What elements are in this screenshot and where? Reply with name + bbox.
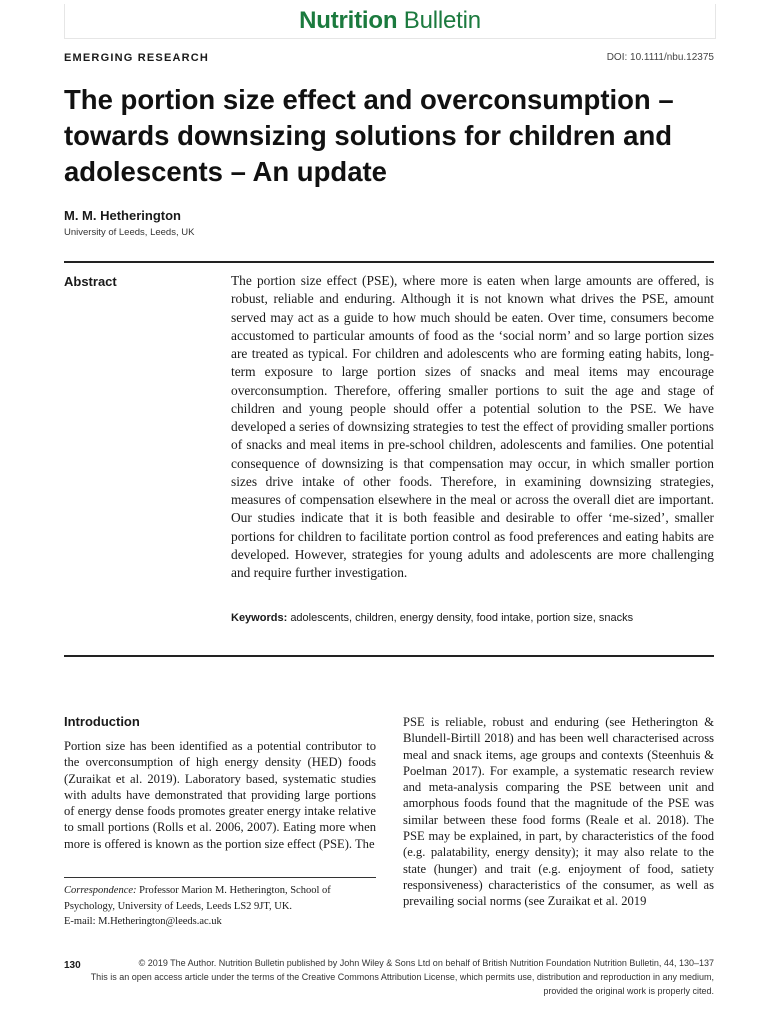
introduction-heading: Introduction xyxy=(64,714,140,729)
introduction-right-column: PSE is reliable, robust and enduring (see Hetherington & Blundell-Birtill 2018) and has been well characterised across meal and snack items, age groups and contexts (Steenhuis & Poelman 2017). For example, a systematic research review and meta-analysis comparing the PSE between unit and amorphous foods found that the magnitude of the PSE was similar between these food forms (Reale et al. 2018). The PSE may be explained, in part, by characteristics of the food (e.g. palatability, energy density); it may also relate to the state (hunger) and trait (e.g. enjoyment of food, satiety responsiveness) characteristics of the consumer, as well as prevailing social norms (see Zuraikat et al. 2019 xyxy=(403,715,714,909)
author: M. M. Hetherington xyxy=(64,208,181,223)
correspondence-email: E-mail: M.Hetherington@leeds.ac.uk xyxy=(64,916,222,927)
page-number: 130 xyxy=(64,960,81,971)
correspondence-address: Professor Marion M. Hetherington, School of Psychology, University of Leeds, Leeds LS2 9JT, UK. xyxy=(64,885,331,912)
doi: DOI: 10.1111/nbu.12375 xyxy=(606,52,714,63)
keywords-label: Keywords: xyxy=(231,612,288,624)
correspondence-note xyxy=(64,883,376,930)
correspondence-label: Correspondence: xyxy=(64,885,137,896)
section-label: EMERGING RESEARCH xyxy=(64,52,210,64)
affiliation: University of Leeds, Leeds, UK xyxy=(64,227,195,238)
journal-name-light: Bulletin xyxy=(403,7,481,34)
abstract-text: The portion size effect (PSE), where more is eaten when large amounts are offered, is robust, reliable and enduring. Although it is not known what drives the PSE, amount served may act as a guide to how much should be eaten. Over time, consumers become accustomed to particular amounts of food as the ‘social norm’ and so large portion sizes are treated as typical. For children and adolescents who are forming eating habits, long-term exposure to large portion sizes of snacks and meal items may encourage overconsumption. Therefore, offering smaller portions to suit the age and stage of children and young people should offer a potential solution to the PSE. We have developed a series of downsizing strategies to test the effect of providing smaller portions of snacks and meal items in pre-school children, adolescents and families. One potential consequence of downsizing is that compensation may occur, in which smaller portion sizes drive intake of other foods. Therefore, in examining downsizing strategies, measures of compensation elsewhere in the meal or across the overall diet are important. Our studies indicate that it is both feasible and desirable to offer ‘me-sized’, smaller portions for children to facilitate portion control as food preferences and eating habits are developed. However, strategies for young adults and adolescents are more challenging and require further investigation. xyxy=(231,273,714,580)
journal-name xyxy=(299,7,481,35)
footer-citation-note: provided the original work is properly cited. xyxy=(543,986,714,996)
journal-name-bold: Nutrition xyxy=(299,7,398,34)
keywords-list: adolescents, children, energy density, food intake, portion size, snacks xyxy=(290,612,634,624)
abstract-top-rule xyxy=(64,261,714,263)
keywords xyxy=(231,612,714,624)
introduction-left-column: Portion size has been identified as a potential contributor to the overconsumption of high energy density (HED) foods (Zuraikat et al. 2019). Laboratory based, systematic studies with adults have demonstrated that providing large portions of energy dense foods promotes greater energy intake relative to small portions (Rolls et al. 2006, 2007). Eating more when more is offered is known as the portion size effect (PSE). The xyxy=(64,739,376,851)
footnote-rule xyxy=(64,877,376,878)
article-title: The portion size effect and overconsumption – towards downsizing solutions for children and adolescents – An update xyxy=(64,84,674,187)
abstract-heading: Abstract xyxy=(64,274,117,289)
footer-license: This is an open access article under the terms of the Creative Commons Attribution License, which permits use, distribution and reproduction in any medium, xyxy=(90,972,714,982)
footer-copyright: © 2019 The Author. Nutrition Bulletin published by John Wiley & Sons Ltd on behalf of British Nutrition Foundation Nutrition Bulletin, 44, 130–137 xyxy=(138,958,714,968)
journal-header xyxy=(64,4,716,39)
abstract-bottom-rule xyxy=(64,655,714,657)
